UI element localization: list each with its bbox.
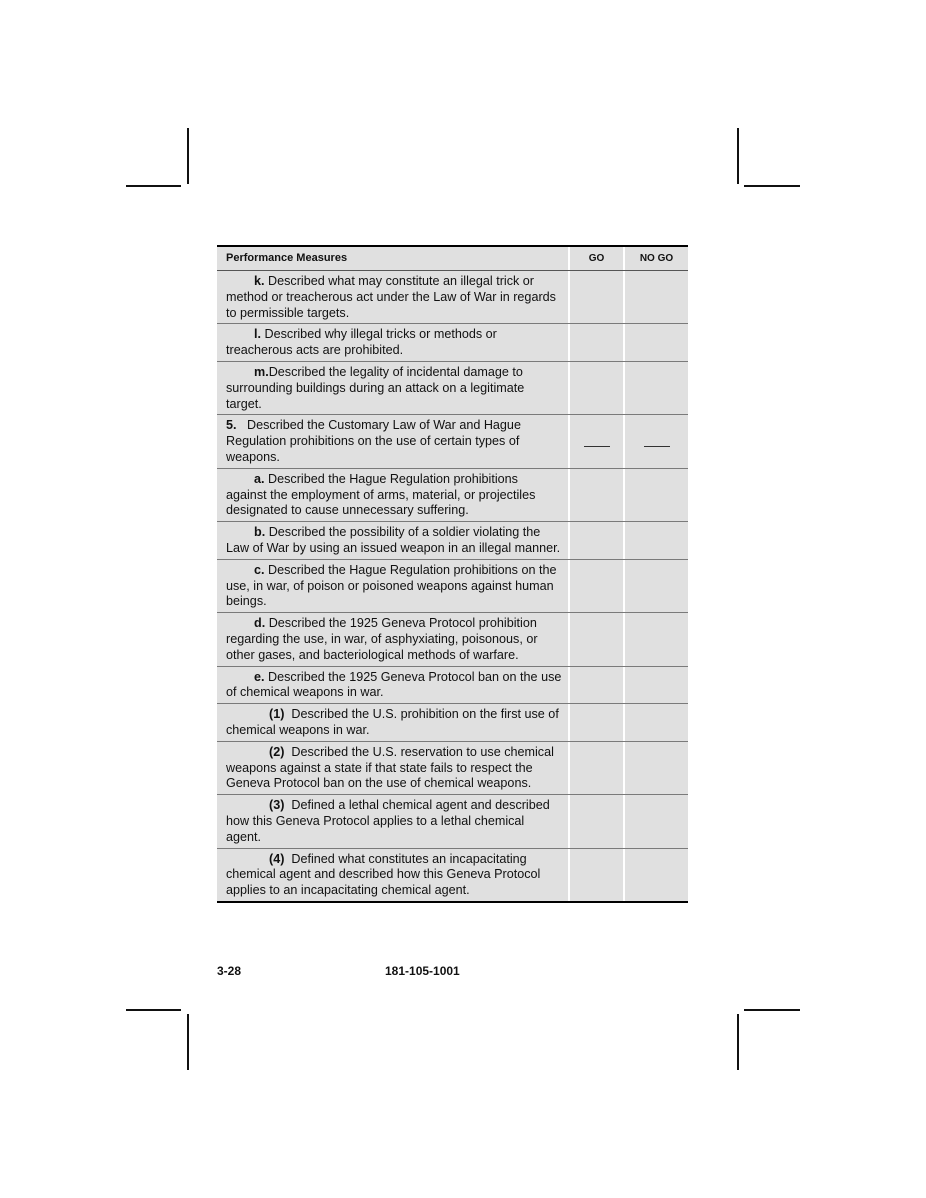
document-number: 181-105-1001 [385,964,460,978]
item-text: Described the U.S. reservation to use chemical weapons against a state if that state fails to respect the Geneva Protocol ban on the use of chemical weapons. [226,744,554,791]
item-text: Described the Hague Regulation prohibitions on the use, in war, of poison or poisoned weapons against human beings. [226,562,557,609]
item-label: k. [254,274,265,288]
go-blank-line [584,446,610,447]
table-header [217,247,688,271]
nogo-cell[interactable] [625,560,688,612]
table-row [217,795,688,848]
item-label: l. [254,327,261,342]
go-cell[interactable] [570,415,625,467]
item-label: (2) [269,744,285,759]
item-text: Described what may constitute an illegal trick or method or treacherous act under the Law of War in regards to permissible targets. [226,274,556,320]
crop-mark [737,128,739,184]
go-cell[interactable] [570,362,625,414]
item-label: d. [254,616,266,631]
table-row [217,667,688,705]
item-text: Described the 1925 Geneva Protocol ban on the use of chemical weapons in war. [226,669,562,700]
item-label: c. [254,562,265,577]
crop-mark [187,1014,189,1070]
table-row [217,362,688,415]
item-label: a. [254,471,265,486]
item-text: Described the Customary Law of War and Hague Regulation prohibitions on the use of certain types of weapons. [226,418,521,464]
nogo-cell[interactable] [625,613,688,665]
go-cell[interactable] [570,667,625,704]
nogo-cell[interactable] [625,667,688,704]
table-row [217,271,688,324]
nogo-cell[interactable] [625,795,688,847]
item-text: Described the legality of incidental damage to surrounding buildings during an attack on a legitimate target. [226,364,525,411]
header-nogo: NO GO [639,253,674,264]
nogo-cell[interactable] [625,324,688,361]
table-row [217,415,688,468]
nogo-blank-line [644,446,670,447]
go-cell[interactable] [570,742,625,794]
go-cell[interactable] [570,324,625,361]
crop-mark [744,185,800,187]
item-label: e. [254,669,265,684]
go-cell[interactable] [570,560,625,612]
crop-mark [126,1009,181,1011]
table-row [217,522,688,560]
item-text: Described the U.S. prohibition on the first use of chemical weapons in war. [226,707,559,737]
table-row [217,613,688,666]
go-cell[interactable] [570,849,625,901]
nogo-cell[interactable] [625,742,688,794]
page-number: 3-28 [217,964,242,978]
item-label: (4) [269,851,285,866]
table-row [217,704,688,742]
item-label: b. [254,525,266,540]
item-text: Described the Hague Regulation prohibitions against the employment of arms, material, or projectiles designated to cause unnecessary suffering. [226,471,536,518]
item-label: (1) [269,707,285,722]
table-row [217,742,688,795]
item-label: m. [254,364,269,379]
item-text: Described the possibility of a soldier violating the Law of War by using an issued weapon in an illegal manner. [226,525,561,555]
crop-mark [126,185,181,187]
nogo-cell[interactable] [625,849,688,901]
table-row [217,849,688,901]
go-cell[interactable] [570,271,625,323]
item-text: Described why illegal tricks or methods or treacherous acts are prohibited. [226,327,497,358]
table-row [217,560,688,613]
go-cell[interactable] [570,704,625,741]
nogo-cell[interactable] [625,415,688,467]
item-text: Described the 1925 Geneva Protocol prohibition regarding the use, in war, of asphyxiating, poisonous, or other gases, and bacteriological methods of warfare. [226,616,538,662]
nogo-cell[interactable] [625,522,688,559]
table-row [217,469,688,522]
item-text: Defined a lethal chemical agent and described how this Geneva Protocol applies to a lethal chemical agent. [226,798,550,844]
header-go: GO [570,247,625,270]
go-cell[interactable] [570,522,625,559]
item-text: Defined what constitutes an incapacitating chemical agent and described how this Geneva Protocol applies to an incapacitating chemical agent. [226,851,541,898]
item-label: (3) [269,798,285,813]
table-row [217,324,688,362]
crop-mark [737,1014,739,1070]
performance-measures-table [217,245,688,903]
go-cell[interactable] [570,469,625,521]
crop-mark [744,1009,800,1011]
go-cell[interactable] [570,795,625,847]
nogo-cell[interactable] [625,469,688,521]
nogo-cell[interactable] [625,704,688,741]
nogo-cell[interactable] [625,362,688,414]
nogo-cell[interactable] [625,271,688,323]
header-measures: Performance Measures [217,247,570,270]
crop-mark [187,128,189,184]
go-cell[interactable] [570,613,625,665]
item-label: 5. [226,418,237,433]
